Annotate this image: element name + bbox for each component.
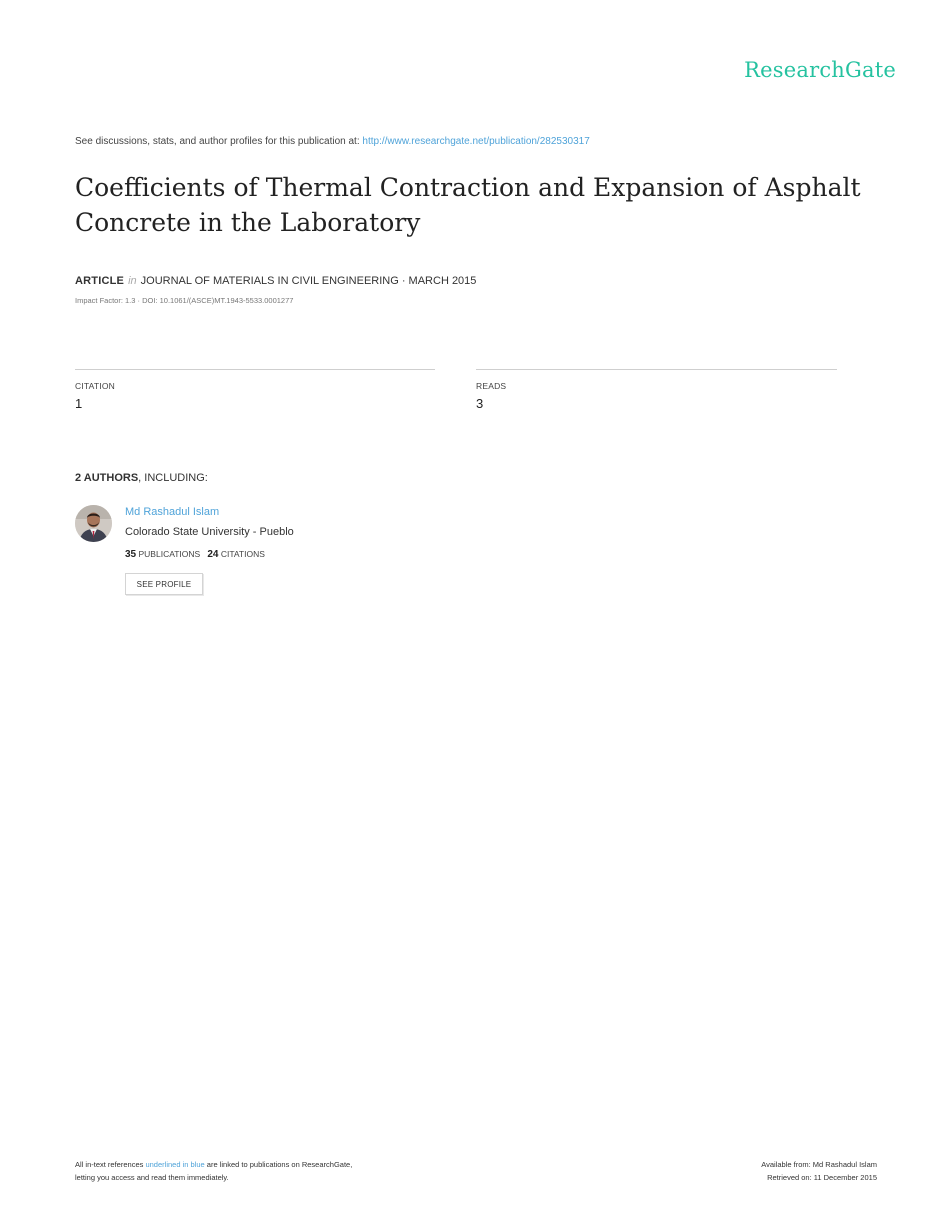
citation-label: CITATION xyxy=(75,381,116,391)
journal-line: JOURNAL OF MATERIALS IN CIVIL ENGINEERING · MARCH 2015 xyxy=(140,275,477,287)
discussion-line xyxy=(75,136,590,147)
avatar-portrait xyxy=(75,505,112,542)
researchgate-logo[interactable]: ResearchGate xyxy=(744,58,896,82)
author-name-link[interactable]: Md Rashadul Islam xyxy=(125,506,220,518)
retrieved-on: Retrieved on: 11 December 2015 xyxy=(767,1173,877,1182)
citation-value: 1 xyxy=(75,396,83,411)
publication-url-link[interactable]: http://www.researchgate.net/publication/282530317 xyxy=(362,136,590,147)
citation-divider xyxy=(75,369,435,370)
avatar[interactable] xyxy=(75,505,112,542)
in-word: in xyxy=(128,275,137,287)
discussion-prefix: See discussions, stats, and author profiles for this publication at: xyxy=(75,136,360,147)
authors-heading xyxy=(75,472,208,484)
author-institution: Colorado State University - Pueblo xyxy=(125,526,294,538)
reads-divider xyxy=(476,369,837,370)
impact-doi-line: Impact Factor: 1.3 · DOI: 10.1061/(ASCE)MT.1943-5533.0001277 xyxy=(75,296,294,305)
see-profile-button[interactable]: SEE PROFILE xyxy=(125,573,203,595)
author-stats xyxy=(125,549,265,560)
article-type: ARTICLE xyxy=(75,275,125,287)
article-title: Coefficients of Thermal Contraction and Expansion of Asphalt Concrete in the Laboratory xyxy=(75,173,861,237)
publications-label: PUBLICATIONS xyxy=(138,549,201,559)
authors-heading-rest: , INCLUDING: xyxy=(138,472,208,484)
publications-count: 35 xyxy=(125,549,137,560)
footer-left-prefix: All in-text references xyxy=(75,1160,144,1169)
citations-label: CITATIONS xyxy=(220,549,265,559)
footer-left-line2: letting you access and read them immediately. xyxy=(75,1173,229,1182)
footer-left-line1 xyxy=(75,1158,352,1171)
footer-left xyxy=(75,1158,352,1184)
available-from: Available from: Md Rashadul Islam xyxy=(761,1160,877,1169)
reads-value: 3 xyxy=(476,396,484,411)
citations-count: 24 xyxy=(207,549,219,560)
footer-left-suffix: are linked to publications on ResearchGate, xyxy=(206,1160,353,1169)
authors-count: 2 AUTHORS xyxy=(75,472,139,484)
footer-right xyxy=(761,1158,877,1184)
reads-label: READS xyxy=(476,381,507,391)
underlined-in-blue-link[interactable]: underlined in blue xyxy=(145,1160,205,1169)
article-meta xyxy=(75,275,476,287)
